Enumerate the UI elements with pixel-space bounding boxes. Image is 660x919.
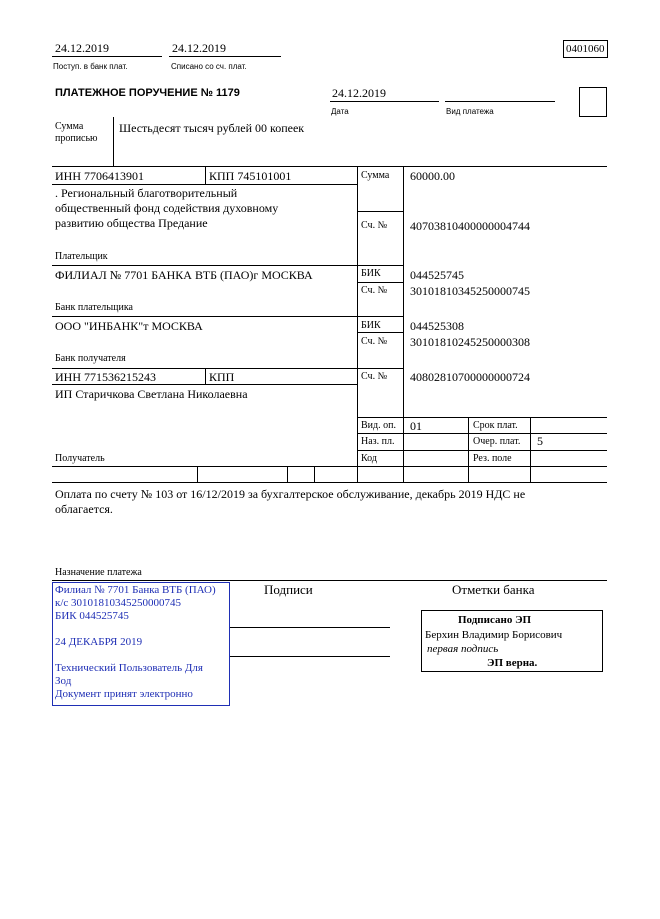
stamp-line-7: Документ принят электронно bbox=[55, 688, 193, 700]
esign-role: первая подпись bbox=[427, 643, 499, 655]
payer-caption: Плательщик bbox=[55, 251, 108, 262]
form-code: 0401060 bbox=[566, 43, 605, 55]
rez-label: Рез. поле bbox=[473, 453, 512, 464]
payee-bank-name: ООО "ИНБАНК"т МОСКВА bbox=[55, 319, 203, 333]
amount-label: Сумма bbox=[361, 170, 390, 181]
payee-acc: 40802810700000000724 bbox=[410, 370, 530, 384]
payee-bank-acc: 30101810245250000308 bbox=[410, 335, 530, 349]
payer-bank-acc: 30101810345250000745 bbox=[410, 284, 530, 298]
stamp-line-2: к/с 30101810345250000745 bbox=[55, 597, 182, 609]
payee-bank-bik: 044525308 bbox=[410, 319, 464, 333]
stamp-line-1: Филиал № 7701 Банка ВТБ (ПАО) bbox=[55, 584, 216, 596]
payer-name-2: общественный фонд содействия духовному bbox=[55, 201, 279, 215]
vid-op-label: Вид. оп. bbox=[361, 420, 396, 431]
payee-acc-label: Сч. № bbox=[361, 371, 388, 382]
payment-type-caption: Вид платежа bbox=[446, 107, 494, 116]
payer-bank-name: ФИЛИАЛ № 7701 БАНКА ВТБ (ПАО)г МОСКВА bbox=[55, 268, 313, 282]
payee-caption: Получатель bbox=[55, 453, 105, 464]
payee-inn: ИНН 771536215243 bbox=[55, 370, 156, 384]
purpose-line-2: облагается. bbox=[55, 502, 113, 516]
purpose-caption: Назначение платежа bbox=[55, 567, 142, 578]
payer-inn: ИНН 7706413901 bbox=[55, 169, 144, 183]
amount-value: 60000.00 bbox=[410, 169, 455, 183]
esign-status: ЭП верна. bbox=[487, 657, 538, 669]
date-caption: Дата bbox=[331, 107, 349, 116]
amount-words-label-1: Сумма bbox=[55, 121, 84, 132]
payee-bank-caption: Банк получателя bbox=[55, 353, 126, 364]
esign-signer: Берхин Владимир Борисович bbox=[425, 629, 563, 641]
payer-bank-bik: 044525745 bbox=[410, 268, 464, 282]
esign-title: Подписано ЭП bbox=[458, 614, 532, 626]
payee-name: ИП Старичкова Светлана Николаевна bbox=[55, 387, 248, 401]
payer-bank-acc-label: Сч. № bbox=[361, 285, 388, 296]
kod-label: Код bbox=[361, 453, 377, 464]
stamp-line-6: Зод bbox=[55, 675, 72, 687]
payer-name-1: . Региональный благотворительный bbox=[55, 186, 238, 200]
payer-account-value: 40703810400000004744 bbox=[410, 219, 530, 233]
amount-in-words: Шестьдесят тысяч рублей 00 копеек bbox=[119, 121, 305, 135]
bank-marks-caption: Отметки банка bbox=[452, 582, 535, 597]
debited-date: 24.12.2019 bbox=[172, 41, 226, 55]
payee-bank-bik-label: БИК bbox=[361, 320, 381, 331]
stamp-line-4: 24 ДЕКАБРЯ 2019 bbox=[55, 636, 143, 648]
received-caption: Поступ. в банк плат. bbox=[53, 62, 128, 71]
bank-stamp bbox=[52, 582, 230, 706]
payer-kpp: КПП 745101001 bbox=[209, 169, 292, 183]
received-date: 24.12.2019 bbox=[55, 41, 109, 55]
signatures-caption: Подписи bbox=[264, 582, 313, 597]
stamp-line-5: Технический Пользователь Для bbox=[55, 662, 203, 674]
naz-pl-label: Наз. пл. bbox=[361, 436, 395, 447]
vid-op-value: 01 bbox=[410, 419, 422, 433]
amount-words-label-2: прописью bbox=[55, 133, 98, 144]
payee-kpp: КПП bbox=[209, 370, 235, 384]
payer-bank-caption: Банк плательщика bbox=[55, 302, 133, 313]
code-box bbox=[579, 87, 607, 117]
payer-account-label: Сч. № bbox=[361, 220, 388, 231]
document-title: ПЛАТЕЖНОЕ ПОРУЧЕНИЕ № 1179 bbox=[55, 87, 240, 99]
ocher-label: Очер. плат. bbox=[473, 436, 521, 447]
stamp-line-3: БИК 044525745 bbox=[55, 610, 129, 622]
payee-bank-acc-label: Сч. № bbox=[361, 336, 388, 347]
ocher-value: 5 bbox=[537, 434, 543, 448]
payer-name-3: развитию общества Предание bbox=[55, 216, 208, 230]
payer-bank-bik-label: БИК bbox=[361, 268, 381, 279]
purpose-line-1: Оплата по счету № 103 от 16/12/2019 за бухгалтерское обслуживание, декабрь 2019 НДС не bbox=[55, 487, 526, 501]
srok-label: Срок плат. bbox=[473, 420, 518, 431]
order-date: 24.12.2019 bbox=[332, 86, 386, 100]
debited-caption: Списано со сч. плат. bbox=[171, 62, 247, 71]
